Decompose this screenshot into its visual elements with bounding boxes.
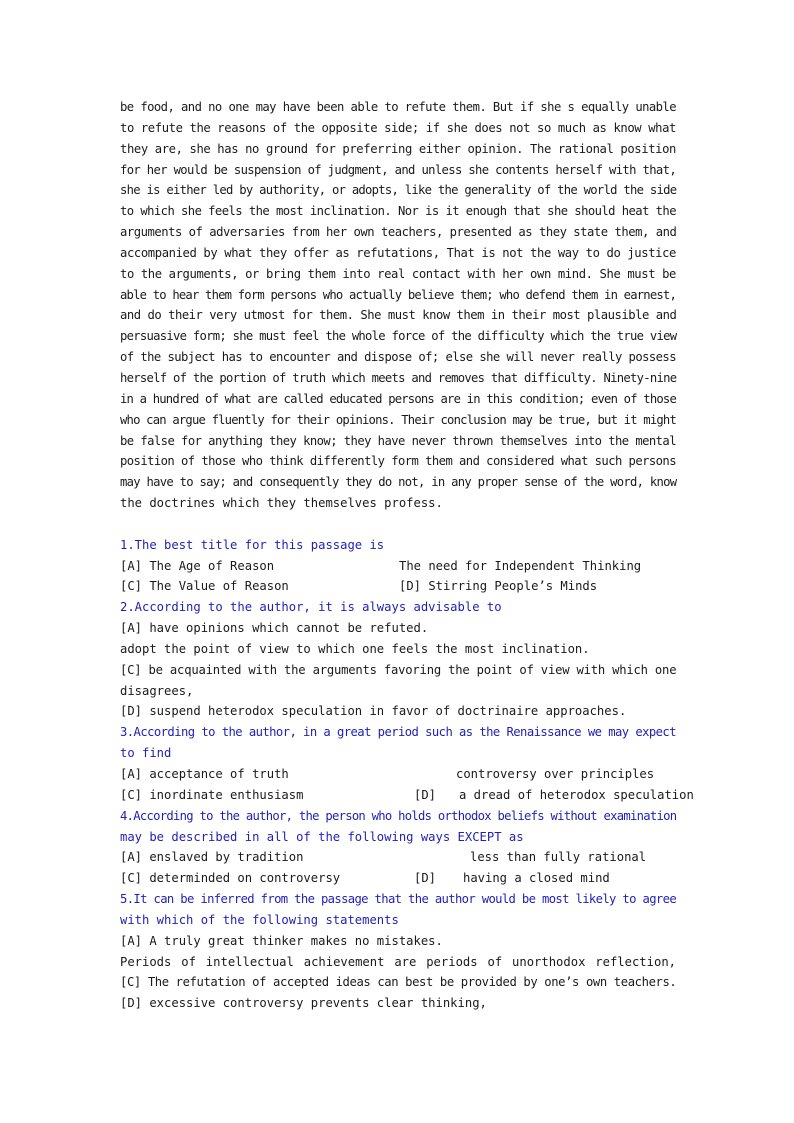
question-5-text-line-2: with which of the following statements [120,912,399,927]
passage-line: able to hear them form persons who actually believe them; who defend them in earnest, [120,287,676,302]
question-1-option-b: The need for Independent Thinking [399,558,642,573]
passage-line: for her would be suspension of judgment, and unless she contents herself with that, [120,162,677,177]
question-3-option-b: controversy over principles [456,767,655,781]
passage [120,97,676,514]
document-page [120,97,694,1014]
passage-line: arguments of adversaries from her own teachers, presented as they state them, and [120,225,677,240]
question-5 [120,889,676,1014]
question-2 [120,597,676,722]
passage-line: may have to say; and consequently they do not, in any proper sense of the word, know [120,475,677,490]
question-4-text-line-2: may be described in all of the following ways EXCEPT as [120,829,524,844]
question-3-text-line-2: to find [120,746,172,761]
question-4-row-cd [120,868,676,889]
passage-line: of the subject has to encounter and dispose of; else she will never really possess [120,350,676,365]
question-2-option-a: [A] have opinions which cannot be refuted. [120,621,429,636]
question-4-option-a: [A] enslaved by tradition [120,850,304,865]
question-5-option-c: [C] The refutation of accepted ideas can best be provided by one’s own teachers. [120,975,677,990]
passage-line: in a hundred of what are called educated persons are in this condition; even of those [120,391,676,406]
paragraph-gap [120,514,676,535]
passage-line: to refute the reasons of the opposite side; if she does not so much as know what [120,120,676,135]
passage-line: to which she feels the most inclination. Nor is it enough that she should heat the [120,204,676,219]
passage-line: the doctrines which they themselves profess. [120,496,443,511]
question-1-option-a: [A] The Age of Reason [120,558,275,573]
question-1-text: 1.The best title for this passage is [120,537,385,552]
question-5-text-line-1: 5.It can be inferred from the passage that the author would be most likely to agree [120,892,677,907]
question-1 [120,535,676,598]
question-4-row-ab [120,847,676,868]
passage-line: position of those who think differently form them and considered what such persons [120,454,676,469]
question-4-option-c: [C] determinded on controversy [120,871,341,886]
question-3 [120,722,694,805]
question-3-row-cd [120,785,694,806]
passage-line: and do their very utmost for them. She must know them in their most plausible and [120,308,677,323]
passage-line: be food, and no one may have been able to refute them. But if she s equally unable [120,100,676,114]
question-3-option-d-label: [D] [414,787,437,802]
question-4-text-line-1: 4.According to the author, the person who holds orthodox beliefs without examination [120,808,677,823]
question-5-option-a: [A] A truly great thinker makes no mistakes. [120,933,443,948]
question-1-row-ab [120,556,676,577]
question-5-option-d: [D] excessive controversy prevents clear thinking, [120,996,487,1011]
passage-line: to the arguments, or bring them into real contact with her own mind. She must be [120,266,676,281]
passage-line: who can argue fluently for their opinions. Their conclusion may be true, but it might [120,412,676,427]
passage-line: herself of the portion of truth which meets and removes that difficulty. Ninety-nine [120,370,677,385]
question-1-option-d: [D] Stirring People’s Minds [399,579,598,594]
question-3-option-c: [C] inordinate enthusiasm [120,787,304,802]
question-1-option-c: [C] The Value of Reason [120,579,289,594]
question-5-option-b: Periods of intellectual achievement are periods of unorthodox reflection, [120,954,676,969]
question-4-option-d-label: [D] [414,871,437,886]
question-4-option-b: less than fully rational [470,850,647,865]
passage-line: be false for anything they know; they have never thrown themselves into the mental [120,433,676,448]
passage-line: she is either led by authority, or adopts, like the generality of the world the side [120,183,677,198]
question-2-option-c-line-1: [C] be acquainted with the arguments favoring the point of view with which one [120,662,677,677]
passage-line: they are, she has no ground for preferring either opinion. The rational position [120,141,676,156]
question-2-option-d: [D] suspend heterodox speculation in favor of doctrinaire approaches. [120,704,627,719]
question-2-text: 2.According to the author, it is always advisable to [120,600,502,615]
passage-line: persuasive form; she must feel the whole force of the difficulty which the true view [120,329,677,344]
question-2-option-c-line-2: disagrees, [120,683,194,698]
question-3-text-line-1: 3.According to the author, in a great period such as the Renaissance we may expect [120,725,676,740]
question-3-option-a: [A] acceptance of truth [120,767,289,781]
question-2-option-b: adopt the point of view to which one feels the most inclination. [120,641,590,656]
question-4 [120,806,676,889]
question-3-option-d: a dread of heterodox speculation [459,787,694,802]
question-1-row-cd [120,576,676,597]
passage-line: accompanied by what they offer as refutations, That is not the way to do justice [120,245,676,260]
question-3-row-ab [120,764,676,785]
question-4-option-d: having a closed mind [463,871,610,886]
